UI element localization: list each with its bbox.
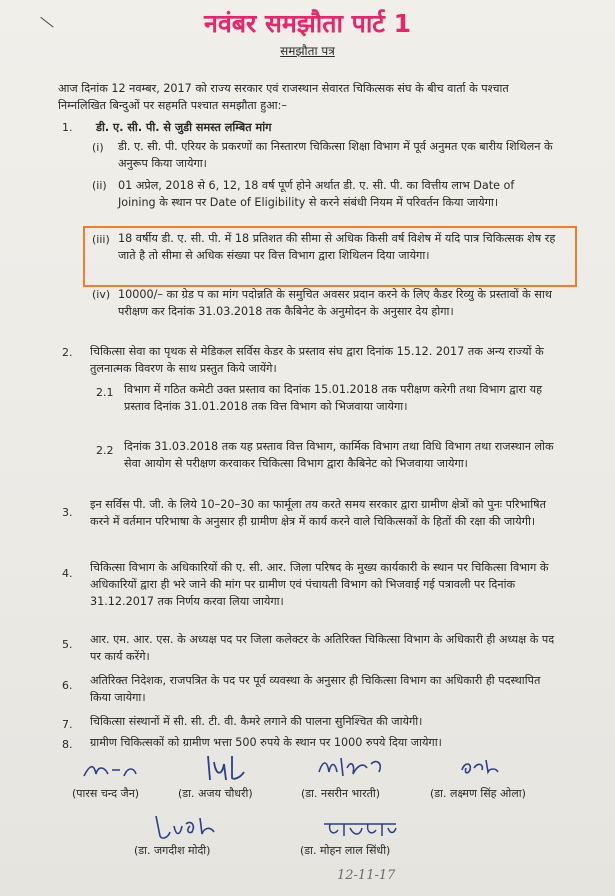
item-2-text: चिकित्सा सेवा का पृथक से मेडिकल सर्विस केडर के प्रस्ताव संघ द्वारा दिनांक 15.12. 2017 तक अन्य राज्यों के तुलनात्मक विवरण के साथ प्रस्तुत किये जायेंगे।: [90, 345, 544, 375]
signature-6-scribble: [320, 818, 400, 840]
item-6-number: 6.: [62, 679, 73, 692]
item-7-text: चिकित्सा संस्थानों में सी. सी. टी. वी. कैमरे लगाने की पालना सुनिश्चित की जायेगी।: [90, 715, 423, 728]
item-1-iii-text: 18 वर्षीय डी. ए. सी. पी. में 18 प्रतिशत की सीमा से अधिक किसी वर्ष विशेष में यदि पात्र चिकित्सक शेष रह जाते है तो सीमा से अधिक संख्या पर वित्त विभाग द्वारा शिथिलन दिया जायेगा।: [118, 232, 556, 262]
item-5-text: आर. एम. आर. एस. के अध्यक्ष पद पर जिला कलेक्टर के अतिरिक्त चिकित्सा विभाग के अधिकारी ही अध्यक्ष के पद पर कार्य करेंगे।: [90, 633, 555, 663]
handwritten-date: 12-11-17: [337, 868, 396, 883]
item-2-number: 2.: [62, 346, 73, 359]
item-1-iv-text: 10000/– का ग्रेड प का मांग पदोन्नति के समुचित अवसर प्रदान करने के लिए कैडर रिव्यु के प्रस्तावों के साथ परीक्षण कर दिनांक 31.03.2018 तक कैबिनेट के अनुमोदन के अनुसार देय होगा।: [118, 288, 552, 318]
signatory-5-name: (डा. जगदीश मोदी): [134, 844, 211, 857]
item-1-iii-number: (iii): [92, 233, 110, 246]
document-title: नवंबर समझौता पार्ट 1: [203, 9, 411, 38]
signature-1-scribble: [80, 760, 140, 782]
item-5-number: 5.: [62, 638, 73, 651]
item-2-1-text: विभाग में गठित कमेटी उक्त प्रस्ताव का दिनांक 15.01.2018 तक परीक्षण करेगी तथा विभाग द्वारा यह प्रस्ताव दिनांक 31.01.2018 तक वित्त विभाग को भिजवाया जायेगा।: [124, 383, 543, 413]
item-1-heading: डी. ए. सी. पी. से जुडी समस्त लम्बित मांग: [96, 121, 272, 134]
item-1-iv-number: (iv): [92, 288, 111, 301]
item-1-ii-text: 01 अप्रेल, 2018 से 6, 12, 18 वर्ष पूर्ण होने अर्थात डी. ए. सी. पी. का वित्तीय लाभ Date of Joining के स्थान पर Date of Eligibility से करने संबंधी नियम में परिवर्तन किया जायेगा।: [118, 179, 515, 209]
item-1-i-number: (i): [92, 141, 104, 154]
item-3-text: इन सर्विस पी. जी. के लिये 10–20–30 का फार्मूला तय करते समय सरकार द्वारा ग्रामीण क्षेत्रों को पुनः परिभाषित करने में वर्तमान परिभाषा के अनुसार ही ग्रामीण क्षेत्र में कार्य करने वाले चिकित्सकों के हितों की रक्षा की जायेगी।: [90, 498, 546, 528]
signatory-3-name: (डा. नसरीन भारती): [301, 787, 381, 800]
signature-3-scribble: [315, 750, 395, 784]
item-4-number: 4.: [62, 567, 73, 580]
item-2-1-number: 2.1: [96, 386, 114, 399]
item-2-2-number: 2.2: [96, 444, 114, 457]
item-4-text: चिकित्सा विभाग के अधिकारियों की ए. सी. आर. जिला परिषद के मुख्य कार्यकारी के स्थान पर चिकित्सा विभाग के अधिकारियों द्वारा ही भरे जाने की मांग पर ग्रामीण एवं पंचायती विभाग को भिजवाई गई पत्रावली पर दिनांक 31.12.2017 तक निर्णय करवा लिया जायेगा।: [90, 561, 549, 608]
item-1-number: 1.: [62, 121, 73, 134]
signatory-2-name: (डा. अजय चौधरी): [178, 787, 253, 800]
item-7-number: 7.: [62, 718, 73, 731]
item-1-ii-number: (ii): [92, 179, 107, 192]
signature-4-scribble: [458, 756, 502, 778]
item-6-text: अतिरिक्त निदेशक, राजपत्रित के पद पर पूर्व व्यवस्था के अनुसार ही चिकित्सा विभाग का अधिकारी ही पदस्थापित किया जायेगा।: [90, 674, 541, 704]
signature-5-scribble: [150, 812, 220, 842]
item-1-i-text: डी. ए. सी. पी. एरियर के प्रकरणों का निस्तारण चिकित्सा शिक्षा विभाग में पूर्व अनुमत एक बारीय शिथिलन के अनुरूप किया जायेगा।: [118, 140, 553, 170]
item-2-2-text: दिनांक 31.03.2018 तक यह प्रस्ताव वित्त विभाग, कार्मिक विभाग तथा विधि विभाग तथा राजस्थान लोक सेवा आयोग से परीक्षण करवाकर चिकित्सा विभाग द्वारा कैबिनेट को भिजवाया जायेगा।: [124, 440, 554, 470]
signatory-4-name: (डा. लक्ष्मण सिंह ओला): [430, 787, 526, 800]
item-8-text: ग्रामीण चिकित्सकों को ग्रामीण भत्ता 500 रुपये के स्थान पर 1000 रुपये दिया जायेगा।: [90, 736, 442, 749]
signature-2-scribble: [200, 752, 250, 786]
item-3-number: 3.: [62, 506, 73, 519]
intro-paragraph: आज दिनांक 12 नवम्बर, 2017 को राज्य सरकार एवं राजस्थान सेवारत चिकित्सक संघ के बीच वार्ता के पश्चात निम्नलिखित बिन्दुओं पर सहमति पश्चात समझौता हुआ:–: [58, 82, 509, 112]
document-subtitle: समझौता पत्र: [280, 44, 335, 58]
item-8-number: 8.: [62, 738, 73, 751]
signatory-6-name: (डा. मोहन लाल सिंधी): [300, 844, 391, 857]
signatory-1-name: (पारस चन्द जैन): [72, 787, 140, 800]
